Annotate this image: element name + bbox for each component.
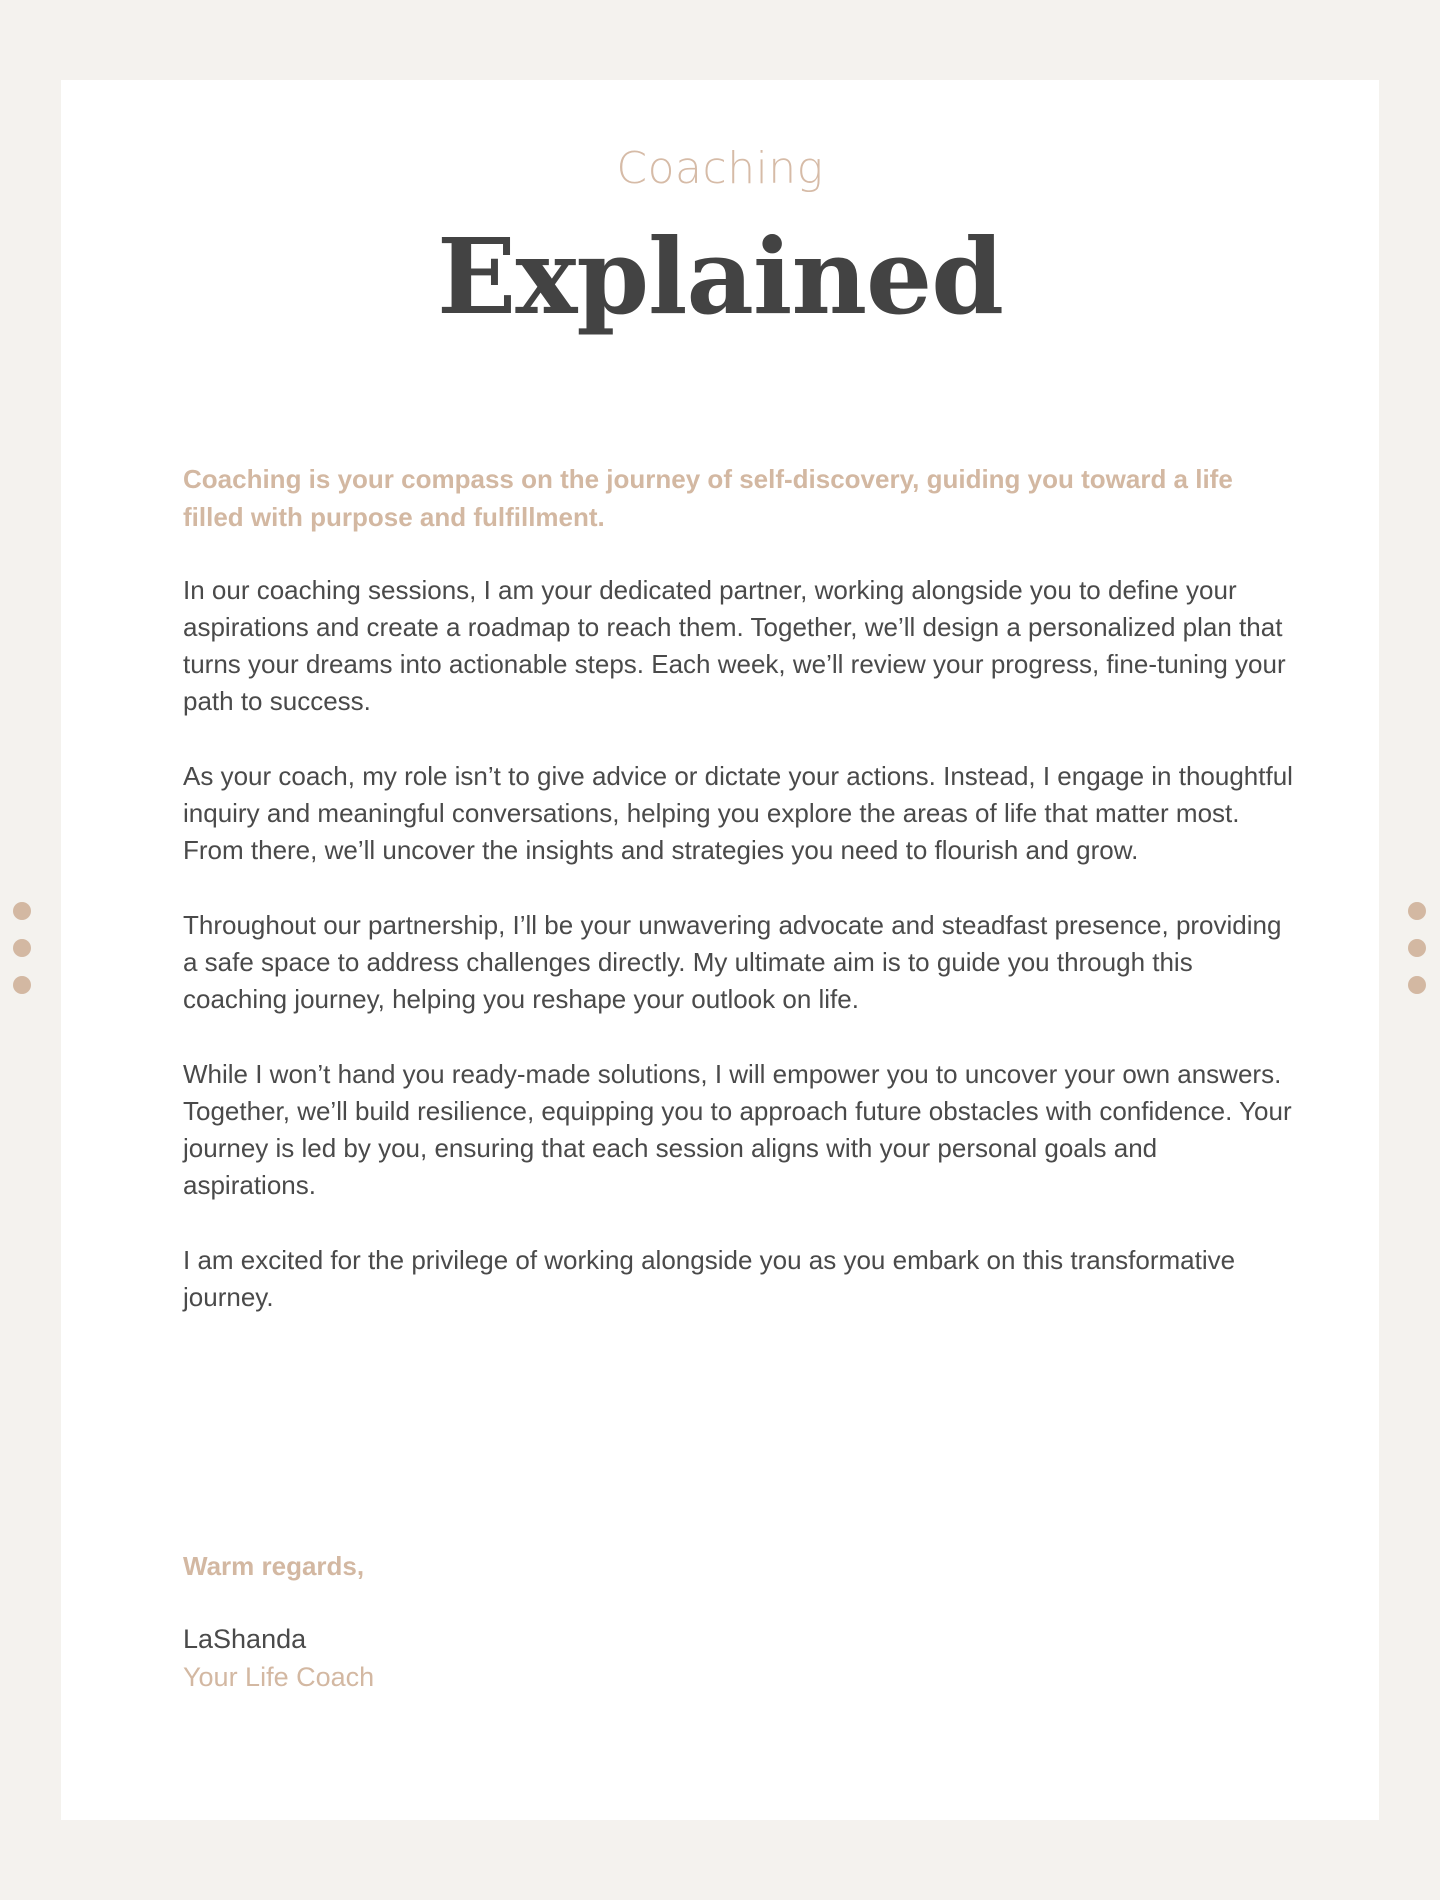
body-paragraph: Throughout our partnership, I’ll be your unwavering advocate and steadfast presence, providing a safe space to address challenges directly. My ultimate aim is to guide you through this coaching journey, helping you reshape your outlook on life.: [183, 910, 1282, 1014]
decorative-dots-right: [1408, 902, 1426, 1013]
page-kicker: Coaching: [616, 143, 824, 194]
intro-paragraph: Coaching is your compass on the journey of self-discovery, guiding you toward a life filled with purpose and fulfillment.: [183, 464, 1233, 532]
dot-icon: [1408, 902, 1426, 920]
signoff-role: Your Life Coach: [183, 1661, 375, 1692]
dot-icon: [13, 939, 31, 957]
body-paragraph: As your coach, my role isn’t to give advice or dictate your actions. Instead, I engage in thoughtful inquiry and meaningful conversations, helping you explore the areas of life that matter most. From there, we’ll uncover the insights and strategies you need to flourish and grow.: [183, 761, 1293, 865]
signoff-name: LaShanda: [183, 1623, 307, 1654]
signoff-regards: Warm regards,: [183, 1551, 365, 1581]
page-title: Explained: [437, 215, 1003, 338]
dot-icon: [13, 902, 31, 920]
signoff: [183, 1550, 374, 1696]
dot-icon: [1408, 939, 1426, 957]
document-page: [61, 80, 1379, 1820]
letter-body: [183, 460, 1293, 1354]
dot-icon: [1408, 976, 1426, 994]
body-paragraph: In our coaching sessions, I am your dedicated partner, working alongside you to define your aspirations and create a roadmap to reach them. Together, we’ll design a personalized plan that turns your dreams into actionable steps. Each week, we’ll review your progress, fine-tuning your path to success.: [183, 575, 1286, 716]
body-paragraph: While I won’t hand you ready-made solutions, I will empower you to uncover your own answers. Together, we’ll build resilience, equipping you to approach future obstacles with confidence. Your journey is led by you, ensuring that each session aligns with your personal goals and aspirations.: [183, 1059, 1292, 1200]
body-paragraph: I am excited for the privilege of working alongside you as you embark on this transformative journey.: [183, 1245, 1236, 1312]
header: [61, 143, 1379, 338]
dot-icon: [13, 976, 31, 994]
decorative-dots-left: [13, 902, 31, 1013]
